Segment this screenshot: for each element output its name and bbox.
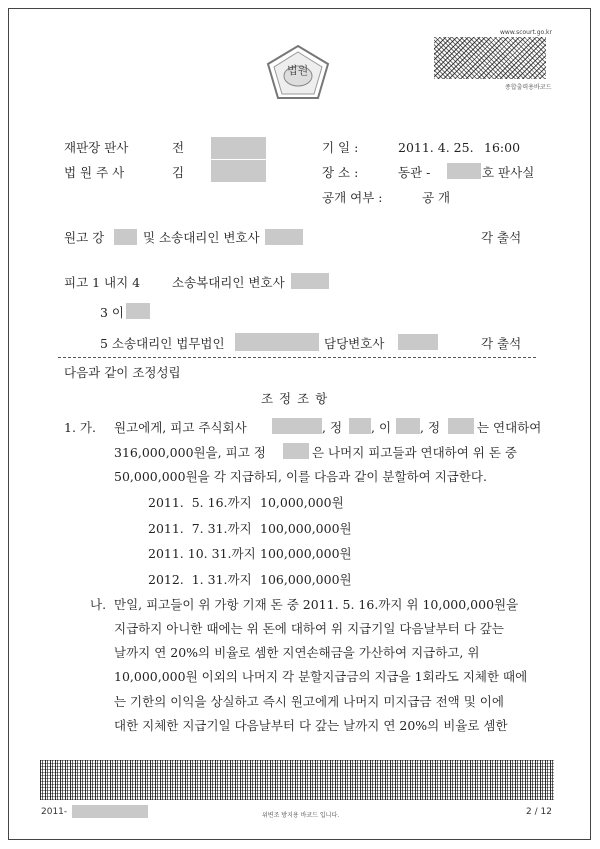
plaintiff-rest: 및 소송대리인 변호사 bbox=[143, 230, 260, 245]
settlement-text: 다음과 같이 조정성립 bbox=[64, 365, 181, 380]
na-line: 지급하지 아니한 때에는 위 돈에 대하여 위 지급기일 다음날부터 다 갚는 bbox=[114, 621, 504, 636]
defendant-5-prefix: 5 소송대리인 법무법인 bbox=[100, 336, 225, 351]
case-number-prefix: 2011- bbox=[41, 807, 68, 817]
redacted-defendant-jeong-1 bbox=[349, 418, 371, 434]
barcode-notice: 위변조 방지용 바코드 입니다. bbox=[262, 812, 340, 819]
installment-date: 2011. 7. 31.까지 bbox=[148, 521, 252, 536]
date-label: 기 일 : bbox=[322, 140, 359, 155]
place-value: 동관 - bbox=[398, 165, 431, 180]
item-1-text-c: , 이 bbox=[371, 420, 392, 435]
terms-title: 조 정 조 항 bbox=[261, 391, 329, 406]
redacted-firm-lawyer bbox=[398, 334, 438, 350]
defendant-line: 피고 1 내지 4 bbox=[64, 275, 141, 290]
redacted-plaintiff bbox=[114, 229, 137, 245]
defendant-5-status: 각 출석 bbox=[481, 336, 522, 351]
redacted-plaintiff-lawyer bbox=[265, 229, 303, 245]
site-url: www.scourt.go.kr bbox=[500, 29, 552, 36]
item-1-line-2a: 316,000,000원을, 피고 정 bbox=[114, 445, 266, 460]
qr-caption: 종합출력용바코드 bbox=[505, 84, 552, 91]
defendant-5-mid: 담당변호사 bbox=[324, 336, 385, 351]
judge-name: 전 bbox=[172, 140, 185, 155]
item-1-number: 1. 가. bbox=[64, 420, 96, 435]
item-1-text-d: , 정 bbox=[420, 420, 441, 435]
qr-code bbox=[434, 37, 546, 79]
public-value: 공 개 bbox=[422, 190, 451, 205]
redacted-defendant-jeong-3 bbox=[283, 443, 309, 459]
emblem-text: 법원 bbox=[287, 64, 309, 77]
place-label: 장 소 : bbox=[322, 165, 359, 180]
anti-forgery-barcode bbox=[40, 760, 554, 800]
installment-amount: 100,000,000원 bbox=[260, 546, 352, 561]
redacted-defendant-lee bbox=[396, 418, 420, 434]
redacted-judge-name bbox=[211, 137, 266, 159]
item-1-text-a: 원고에게, 피고 주식회사 bbox=[114, 420, 247, 435]
item-na-number: 나. bbox=[90, 597, 107, 612]
installment-date: 2011. 5. 16.까지 bbox=[148, 495, 252, 510]
public-label: 공개 여부 : bbox=[322, 190, 383, 205]
installment-amount: 10,000,000원 bbox=[260, 495, 344, 510]
separator-line bbox=[58, 357, 536, 358]
redacted-defendant-jeong-2 bbox=[448, 418, 474, 434]
na-line: 만일, 피고들이 위 가항 기재 돈 중 2011. 5. 16.까지 위 10,000,000원을 bbox=[114, 597, 519, 612]
place-suffix: 호 판사실 bbox=[482, 165, 535, 180]
clerk-label: 법 원 주 사 bbox=[64, 165, 125, 180]
page-number: 2 / 12 bbox=[526, 807, 552, 817]
defendant-3: 3 이 bbox=[100, 305, 125, 320]
date-value: 2011. 4. 25. bbox=[398, 140, 474, 155]
na-line: 는 기한의 이익을 상실하고 즉시 원고에게 나머지 미지급금 전액 및 이에 bbox=[114, 694, 504, 709]
na-line: 10,000,000원 이외의 나머지 각 분할지급금의 지급을 1회라도 지체한 때에 bbox=[114, 669, 528, 684]
item-1-line-3: 50,000,000원을 각 지급하되, 이를 다음과 같이 분할하여 지급한다. bbox=[114, 469, 487, 484]
plaintiff-status: 각 출석 bbox=[481, 230, 522, 245]
item-1-text-e: 는 연대하여 bbox=[477, 420, 542, 435]
redacted-case-number bbox=[72, 805, 148, 818]
redacted-clerk-name bbox=[211, 160, 266, 182]
plaintiff-prefix: 원고 강 bbox=[64, 230, 105, 245]
installment-date: 2011. 10. 31.까지 bbox=[148, 546, 256, 561]
na-line: 날까지 연 20%의 비율로 셈한 지연손해금을 가산하여 지급하고, 위 bbox=[114, 645, 480, 660]
item-1-text-b: , 정 bbox=[322, 420, 343, 435]
redacted-room-number bbox=[447, 163, 481, 179]
clerk-name: 김 bbox=[172, 165, 185, 180]
item-1-line-2b: 은 나머지 피고들과 연대하여 위 돈 중 bbox=[312, 445, 517, 460]
redacted-law-firm bbox=[235, 333, 319, 351]
installment-amount: 106,000,000원 bbox=[260, 572, 352, 587]
defendant-rep: 소송복대리인 변호사 bbox=[172, 275, 285, 290]
installment-amount: 100,000,000원 bbox=[260, 521, 352, 536]
na-line: 대한 지체한 지급기일 다음날부터 다 갚는 날까지 연 20%의 비율로 셈한 bbox=[114, 718, 508, 733]
time-value: 16:00 bbox=[484, 140, 521, 155]
redacted-defendant-lawyer bbox=[291, 273, 329, 289]
redacted-company bbox=[272, 418, 322, 434]
redacted-defendant-3 bbox=[126, 303, 150, 319]
judge-label: 재판장 판사 bbox=[64, 140, 129, 155]
installment-date: 2012. 1. 31.까지 bbox=[148, 572, 252, 587]
